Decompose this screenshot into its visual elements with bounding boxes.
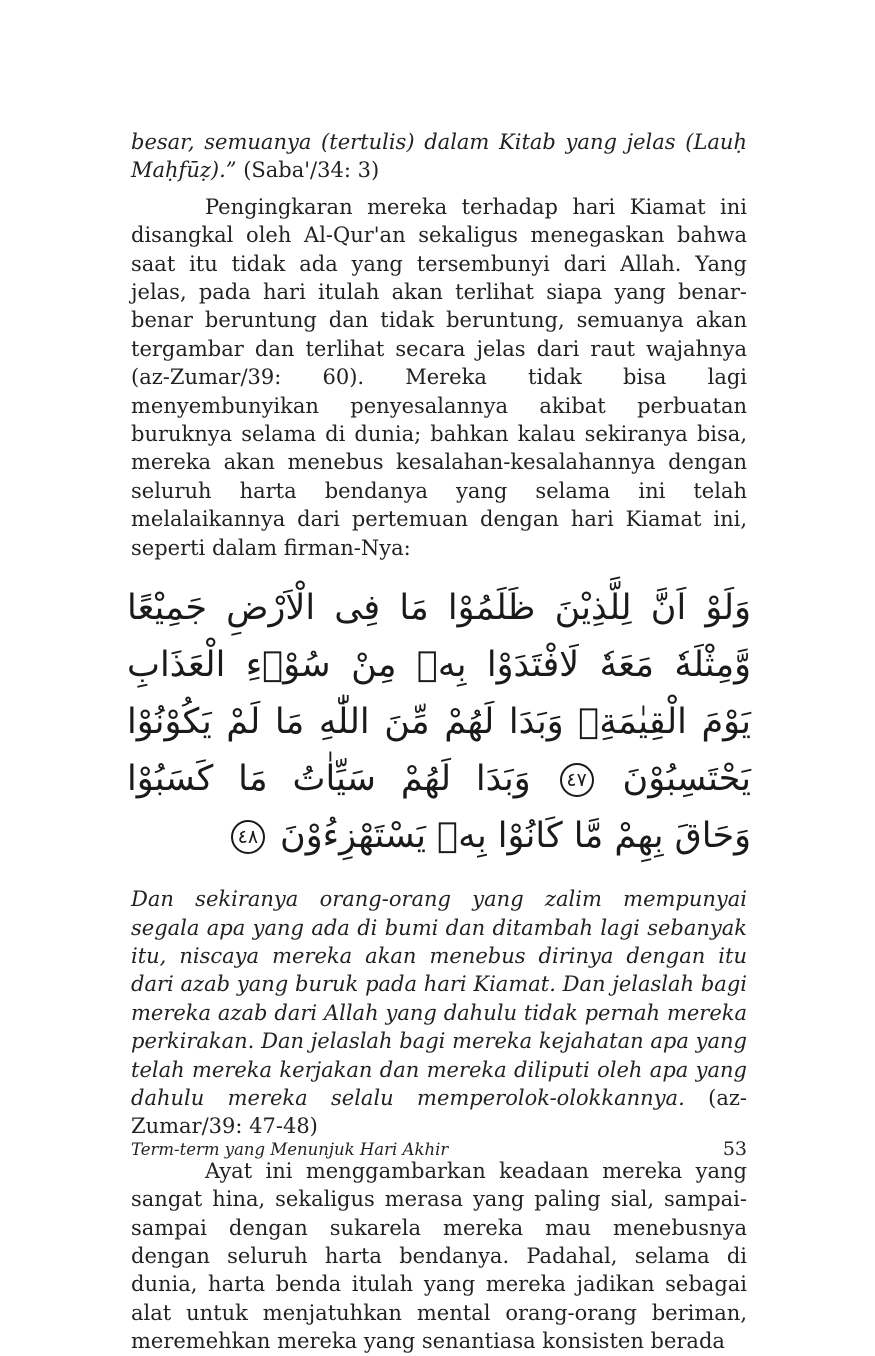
spacer [131, 185, 747, 193]
quote-continuation-reference: (Saba'/34: 3) [243, 158, 380, 183]
verse-translation-text: Dan sekiranya orang-orang yang zalim mempunyai segala apa yang ada di bumi dan ditambah lagi sebanyak itu, niscaya mereka akan menebus dirinya dengan itu dari azab yang buruk pada hari Kiamat. Dan jelaslah bagi mereka azab dari Allah yang dahulu tidak pernah mereka perkirakan. Dan jelaslah bagi mereka kejahatan apa yang telah mereka kerjakan dan mereka diliputi oleh apa yang dahulu mereka selalu memperolok-olokkannya. [131, 887, 747, 1110]
running-footer-title: Term-term yang Menunjuk Hari Akhir [131, 1140, 449, 1159]
page-footer [131, 1138, 747, 1160]
ayah-number-47-marker: ٤٧ [560, 763, 594, 797]
quote-continuation-text: besar, semuanya (tertulis) dalam Kitab yang jelas (Lauḥ Maḥfūẓ).” [131, 130, 747, 183]
page-number: 53 [722, 1138, 747, 1160]
ayah-number-48-marker: ٤٨ [231, 820, 265, 854]
arabic-verse-47: وَلَوْ اَنَّ لِلَّذِيْنَ ظَلَمُوْا مَا فِى الْاَرْضِ جَمِيْعًا وَّمِثْلَهٗ مَعَهٗ لَافْتَدَوْا بِهٖ مِنْ سُوْۤءِ الْعَذَابِ يَوْمَ الْقِيٰمَةِۗ وَبَدَا لَهُمْ مِّنَ اللّٰهِ مَا لَمْ يَكُوْنُوْا يَحْتَسِبُوْنَ [127, 588, 751, 800]
verse-translation [131, 885, 747, 1141]
body-paragraph-1: Pengingkaran mereka terhadap hari Kiamat ini disangkal oleh Al-Qur'an sekaligus menegaskan bahwa saat itu tidak ada yang tersembunyi dari Allah. Yang jelas, pada hari itulah akan terlihat siapa yang benar-benar beruntung dan tidak beruntung, semuanya akan tergambar dan terlihat secara jelas dari raut wajahnya (az-Zumar/39: 60). Mereka tidak bisa lagi menyembunyikan penyesalannya akibat perbuatan buruknya selama di dunia; bahkan kalau sekiranya bisa, mereka akan menebus kesalahan-kesalahannya dengan seluruh harta bendanya yang selama ini telah melalaikannya dari pertemuan dengan hari Kiamat ini, seperti dalam firman-Nya: [131, 194, 747, 560]
verse-translation-reference: (az-Zumar/39: 47-48) [131, 1085, 747, 1139]
body-paragraph-2: Ayat ini menggambarkan keadaan mereka yang sangat hina, sekaligus merasa yang paling sial, sampai-sampai dengan sukarela mereka mau menebusnya dengan seluruh harta bendanya. Padahal, selama di dunia, harta benda itulah yang mereka jadikan sebagai alat untuk menjatuhkan mental orang-orang beriman, meremehkan mereka yang senantiasa konsisten berada [131, 1158, 747, 1354]
arabic-verse-48: وَبَدَا لَهُمْ سَيِّاٰتُ مَا كَسَبُوْا وَحَاقَ بِهِمْ مَّا كَانُوْا بِهٖ يَسْتَهْزِءُوْنَ [127, 759, 751, 857]
arabic-verse-block [127, 580, 751, 865]
page-body [127, 128, 751, 1356]
quote-continuation [131, 128, 747, 185]
